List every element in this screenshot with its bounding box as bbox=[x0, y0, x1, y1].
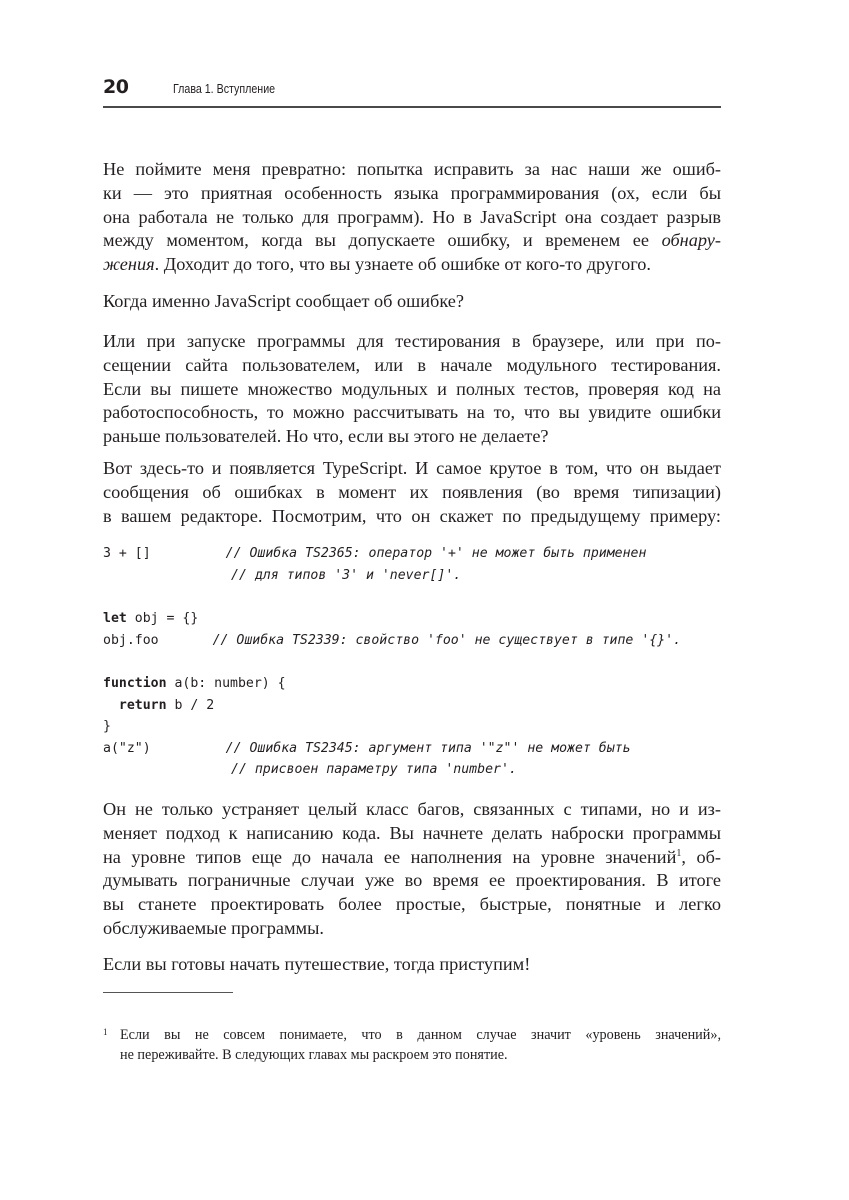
paragraph-3 bbox=[103, 330, 721, 449]
code-text: 3 + [] bbox=[103, 546, 151, 561]
code-comment: // Ошибка TS2345: аргумент типа '"z"' не может быть bbox=[225, 740, 631, 756]
text-line: меняет подход к написанию кода. Вы начнете делать наброски программы bbox=[103, 822, 721, 843]
code-line bbox=[103, 762, 517, 777]
text-line: вы станете проектировать более простые, быстрые, понятные и легко bbox=[103, 894, 721, 915]
footnote bbox=[103, 1026, 721, 1065]
code-comment: // Ошибка TS2339: свойство 'foo' не существует в типе '{}'. bbox=[212, 632, 682, 648]
text-span: , об- bbox=[681, 846, 721, 867]
code-comment: // для типов '3' и 'never[]'. bbox=[231, 567, 462, 583]
paragraph-6 bbox=[103, 953, 721, 977]
text-line: сообщения об ошибках в момент их появления (во время типизации) bbox=[103, 481, 721, 502]
code-keyword: return bbox=[118, 697, 167, 713]
paragraph-2 bbox=[103, 290, 721, 314]
code-block-1 bbox=[103, 543, 733, 586]
text-line: Если вы готовы начать путешествие, тогда приступим! bbox=[103, 954, 531, 974]
text-line: она работала не только для программ). Но в JavaScript она создает разрыв bbox=[103, 206, 721, 227]
code-keyword: function bbox=[103, 676, 167, 691]
code-line bbox=[103, 546, 646, 561]
footnote-divider bbox=[103, 992, 233, 993]
code-line bbox=[103, 611, 198, 626]
footnote-mark: 1 bbox=[103, 1027, 108, 1037]
footnote-reference[interactable]: 1 bbox=[676, 847, 682, 859]
footnote-line: Если вы не совсем понимаете, что в данном случае значит «уровень значений», bbox=[120, 1027, 721, 1043]
text-span: между моментом, когда вы допускаете ошибку, и временем ее bbox=[103, 230, 662, 251]
paragraph-4 bbox=[103, 457, 721, 528]
text-line: Не поймите меня превратно: попытка исправить за нас наши же ошиб- bbox=[103, 159, 721, 179]
code-text: b / 2 bbox=[166, 697, 215, 713]
text-line bbox=[103, 253, 721, 277]
running-header bbox=[103, 74, 721, 108]
text-line: Когда именно JavaScript сообщает об ошибке? bbox=[103, 291, 464, 311]
code-block-3 bbox=[103, 673, 733, 781]
code-comment: // Ошибка TS2365: оператор '+' не может быть применен bbox=[225, 546, 647, 561]
text-line: Если вы пишете множество модульных и полных тестов, проверяя код на bbox=[103, 378, 721, 399]
text-line: раньше пользователей. Но что, если вы этого не делаете? bbox=[103, 426, 549, 447]
text-line bbox=[103, 229, 721, 253]
italic-text: обнару- bbox=[661, 230, 721, 251]
text-line: думывать пограничные случаи уже во время ее проектирования. В итоге bbox=[103, 870, 721, 891]
text-line: Или при запуске программы для тестирования в браузере, или при по- bbox=[103, 331, 721, 351]
text-line: Он не только устраняет целый класс багов, связанных с типами, но и из- bbox=[103, 799, 721, 819]
code-line bbox=[103, 698, 214, 713]
code-block-2 bbox=[103, 608, 733, 651]
code-text: } bbox=[103, 719, 111, 734]
text-line: работоспособность, то можно рассчитывать на то, что вы увидите ошибки bbox=[103, 402, 721, 423]
footnote-body bbox=[120, 1026, 721, 1065]
code-text: obj = {} bbox=[126, 611, 199, 626]
text-line: ки — это приятная особенность языка программирования (ох, если бы bbox=[103, 182, 721, 203]
paragraph-1 bbox=[103, 158, 721, 277]
chapter-title: Глава 1. Вступление bbox=[173, 81, 276, 96]
code-line bbox=[103, 741, 631, 756]
text-line: сещении сайта пользователем, или в начале модульного тестирования. bbox=[103, 354, 721, 375]
footnote-line: не переживайте. В следующих главах мы раскроем это понятие. bbox=[120, 1046, 508, 1063]
italic-text: жения bbox=[103, 254, 155, 275]
code-line bbox=[103, 676, 286, 691]
code-comment: // присвоен параметру типа 'number'. bbox=[231, 762, 517, 777]
code-text: a(b: number) { bbox=[166, 676, 286, 691]
text-span: на уровне типов еще до начала ее наполнения на уровне значений bbox=[103, 846, 677, 867]
code-text: obj.foo bbox=[103, 632, 159, 648]
paragraph-5 bbox=[103, 798, 721, 941]
code-line bbox=[103, 568, 461, 583]
page-number: 20 bbox=[103, 76, 129, 98]
text-line: обслуживаемые программы. bbox=[103, 917, 324, 938]
text-span: . Доходит до того, что вы узнаете об ошибке от кого-то другого. bbox=[154, 254, 651, 275]
text-line bbox=[103, 846, 721, 870]
code-line bbox=[103, 719, 111, 734]
text-line: Вот здесь-то и появляется TypeScript. И самое крутое в том, что он выдает bbox=[103, 458, 721, 478]
code-text: a("z") bbox=[103, 740, 151, 756]
code-line bbox=[103, 633, 681, 648]
code-keyword: let bbox=[103, 611, 127, 626]
text-line: в вашем редакторе. Посмотрим, что он скажет по предыдущему примеру: bbox=[103, 505, 721, 526]
